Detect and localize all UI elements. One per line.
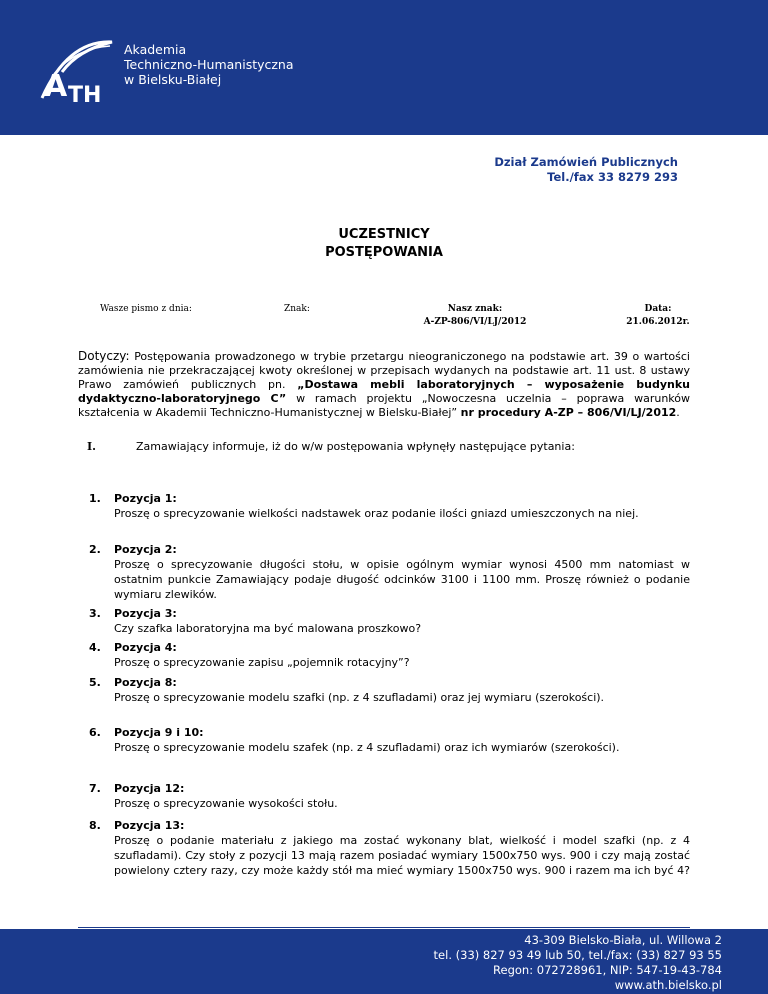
- procedure-number: nr procedury A-ZP – 806/VI/LJ/2012: [460, 406, 677, 419]
- question-title: Pozycja 4:: [114, 641, 177, 654]
- question-item: [89, 725, 690, 755]
- question-number: 5.: [89, 676, 101, 689]
- question-title: Pozycja 3:: [114, 607, 177, 620]
- question-body: Proszę o sprecyzowanie modelu szafki (np. z 4 szufladami) oraz jej wymiaru (szerokości).: [114, 691, 605, 704]
- our-sign-value: A-ZP-806/VI/LJ/2012: [423, 317, 527, 327]
- question-title: Pozycja 2:: [114, 543, 177, 556]
- question-item: [89, 675, 690, 705]
- subject-end: .: [676, 406, 680, 419]
- logo-letter-a: A: [44, 69, 68, 104]
- letter-date: [618, 303, 698, 329]
- question-item: [89, 542, 690, 602]
- question-number: 7.: [89, 782, 101, 795]
- department-contact: [494, 155, 678, 185]
- question-number: 2.: [89, 543, 101, 556]
- our-sign: [400, 303, 550, 329]
- institution-name: [124, 42, 294, 87]
- institution-line-3: w Bielsku-Białej: [124, 72, 222, 87]
- question-number: 1.: [89, 492, 101, 505]
- question-body: Proszę o sprecyzowanie wysokości stołu.: [114, 797, 338, 810]
- question-body: Czy szafka laboratoryjna ma być malowana proszkowo?: [114, 622, 422, 635]
- question-number: 8.: [89, 819, 101, 832]
- footer-phones: tel. (33) 827 93 49 lub 50, tel./fax: (33) 827 93 55: [433, 948, 722, 962]
- footer-regon: Regon: 072728961, NIP: 547-19-43-784: [493, 963, 722, 977]
- department-phone: Tel./fax 33 8279 293: [547, 170, 678, 184]
- recipient-line-1: UCZESTNICY: [338, 227, 430, 242]
- question-number: 4.: [89, 641, 101, 654]
- question-number: 6.: [89, 726, 101, 739]
- footer-address: 43-309 Bielsko-Biała, ul. Willowa 2: [524, 933, 722, 947]
- section-text: Zamawiający informuje, iż do w/w postępowania wpłynęły następujące pytania:: [136, 440, 575, 453]
- question-body: Proszę o podanie materiału z jakiego ma zostać wykonany blat, wielkość i model szafki (np. z 4 szufladami). Czy stoły z pozycji 13 mają razem posiadać wymiary 1500x750 wys. 900 i czy mają zostać powielony cztery razy, czy może każdy stół ma mieć wymiary 1500x750 wys. 900 i razem ma ich być 4?: [114, 834, 690, 877]
- question-title: Pozycja 12:: [114, 782, 185, 795]
- sign-label: Znak:: [284, 304, 310, 314]
- question-body: Proszę o sprecyzowanie wielkości nadstawek oraz podanie ilości gniazd umieszczonych na niej.: [114, 507, 639, 520]
- institution-line-2: Techniczno-Humanistyczna: [124, 57, 294, 72]
- our-sign-label: Nasz znak:: [447, 304, 503, 314]
- ath-logo-graphic: [38, 36, 114, 104]
- date-label: Data:: [644, 304, 672, 314]
- question-number: 3.: [89, 607, 101, 620]
- question-item: [89, 640, 690, 670]
- logo-letters-th: TH: [68, 83, 102, 104]
- question-title: Pozycja 1:: [114, 492, 177, 505]
- section-number: I.: [87, 440, 96, 453]
- ath-logo: [38, 36, 114, 104]
- question-body: Proszę o sprecyzowanie modelu szafek (np. z 4 szufladami) oraz ich wymiarów (szerokości).: [114, 741, 620, 754]
- question-title: Pozycja 9 i 10:: [114, 726, 204, 739]
- your-letter-date-label: Wasze pismo z dnia:: [100, 304, 192, 314]
- recipient-line-2: POSTĘPOWANIA: [325, 245, 443, 260]
- subject-text-1: Postępowania prowadzonego w trybie przetargu nieograniczonego na podstawie art. 39 o wartości zamówienia nie przekraczającej kwoty określonej w przepisach wydanych na podstawie art. 11 ust. 8 ustawy Prawo zamówień publicznych pn.: [78, 350, 690, 391]
- footer-website: www.ath.bielsko.pl: [614, 978, 722, 992]
- footer-contact: [434, 933, 722, 993]
- subject-lead: Dotyczy:: [78, 349, 130, 363]
- subject-paragraph: [78, 349, 690, 420]
- question-item: [89, 606, 690, 636]
- subject-title: „Dostawa mebli laboratoryjnych – wyposażenie budynku dydaktyczno-laboratoryjnego C”: [78, 378, 691, 405]
- question-item: [89, 781, 690, 811]
- question-item: [89, 818, 690, 878]
- letterhead-banner: [0, 0, 768, 135]
- subject-text-2: w ramach projektu „Nowoczesna uczelnia – poprawa warunków kształcenia w Akademii Techniczno-Humanistycznej w Bielsku-Białej”: [78, 392, 691, 419]
- footer-divider: [78, 927, 690, 928]
- institution-line-1: Akademia: [124, 42, 187, 57]
- date-value: 21.06.2012r.: [626, 317, 690, 327]
- question-title: Pozycja 13:: [114, 819, 185, 832]
- recipient-block: [0, 226, 768, 262]
- question-body: Proszę o sprecyzowanie długości stołu, w opisie ogólnym wymiar wynosi 4500 mm natomiast w ostatnim punkcie Zamawiający podaje długość odcinków 3100 i 1100 mm. Proszę również o podanie wymiaru zlewików.: [114, 558, 690, 601]
- department-name: Dział Zamówień Publicznych: [494, 155, 678, 169]
- question-title: Pozycja 8:: [114, 676, 177, 689]
- question-body: Proszę o sprecyzowanie zapisu „pojemnik rotacyjny”?: [114, 656, 410, 669]
- question-item: [89, 491, 690, 521]
